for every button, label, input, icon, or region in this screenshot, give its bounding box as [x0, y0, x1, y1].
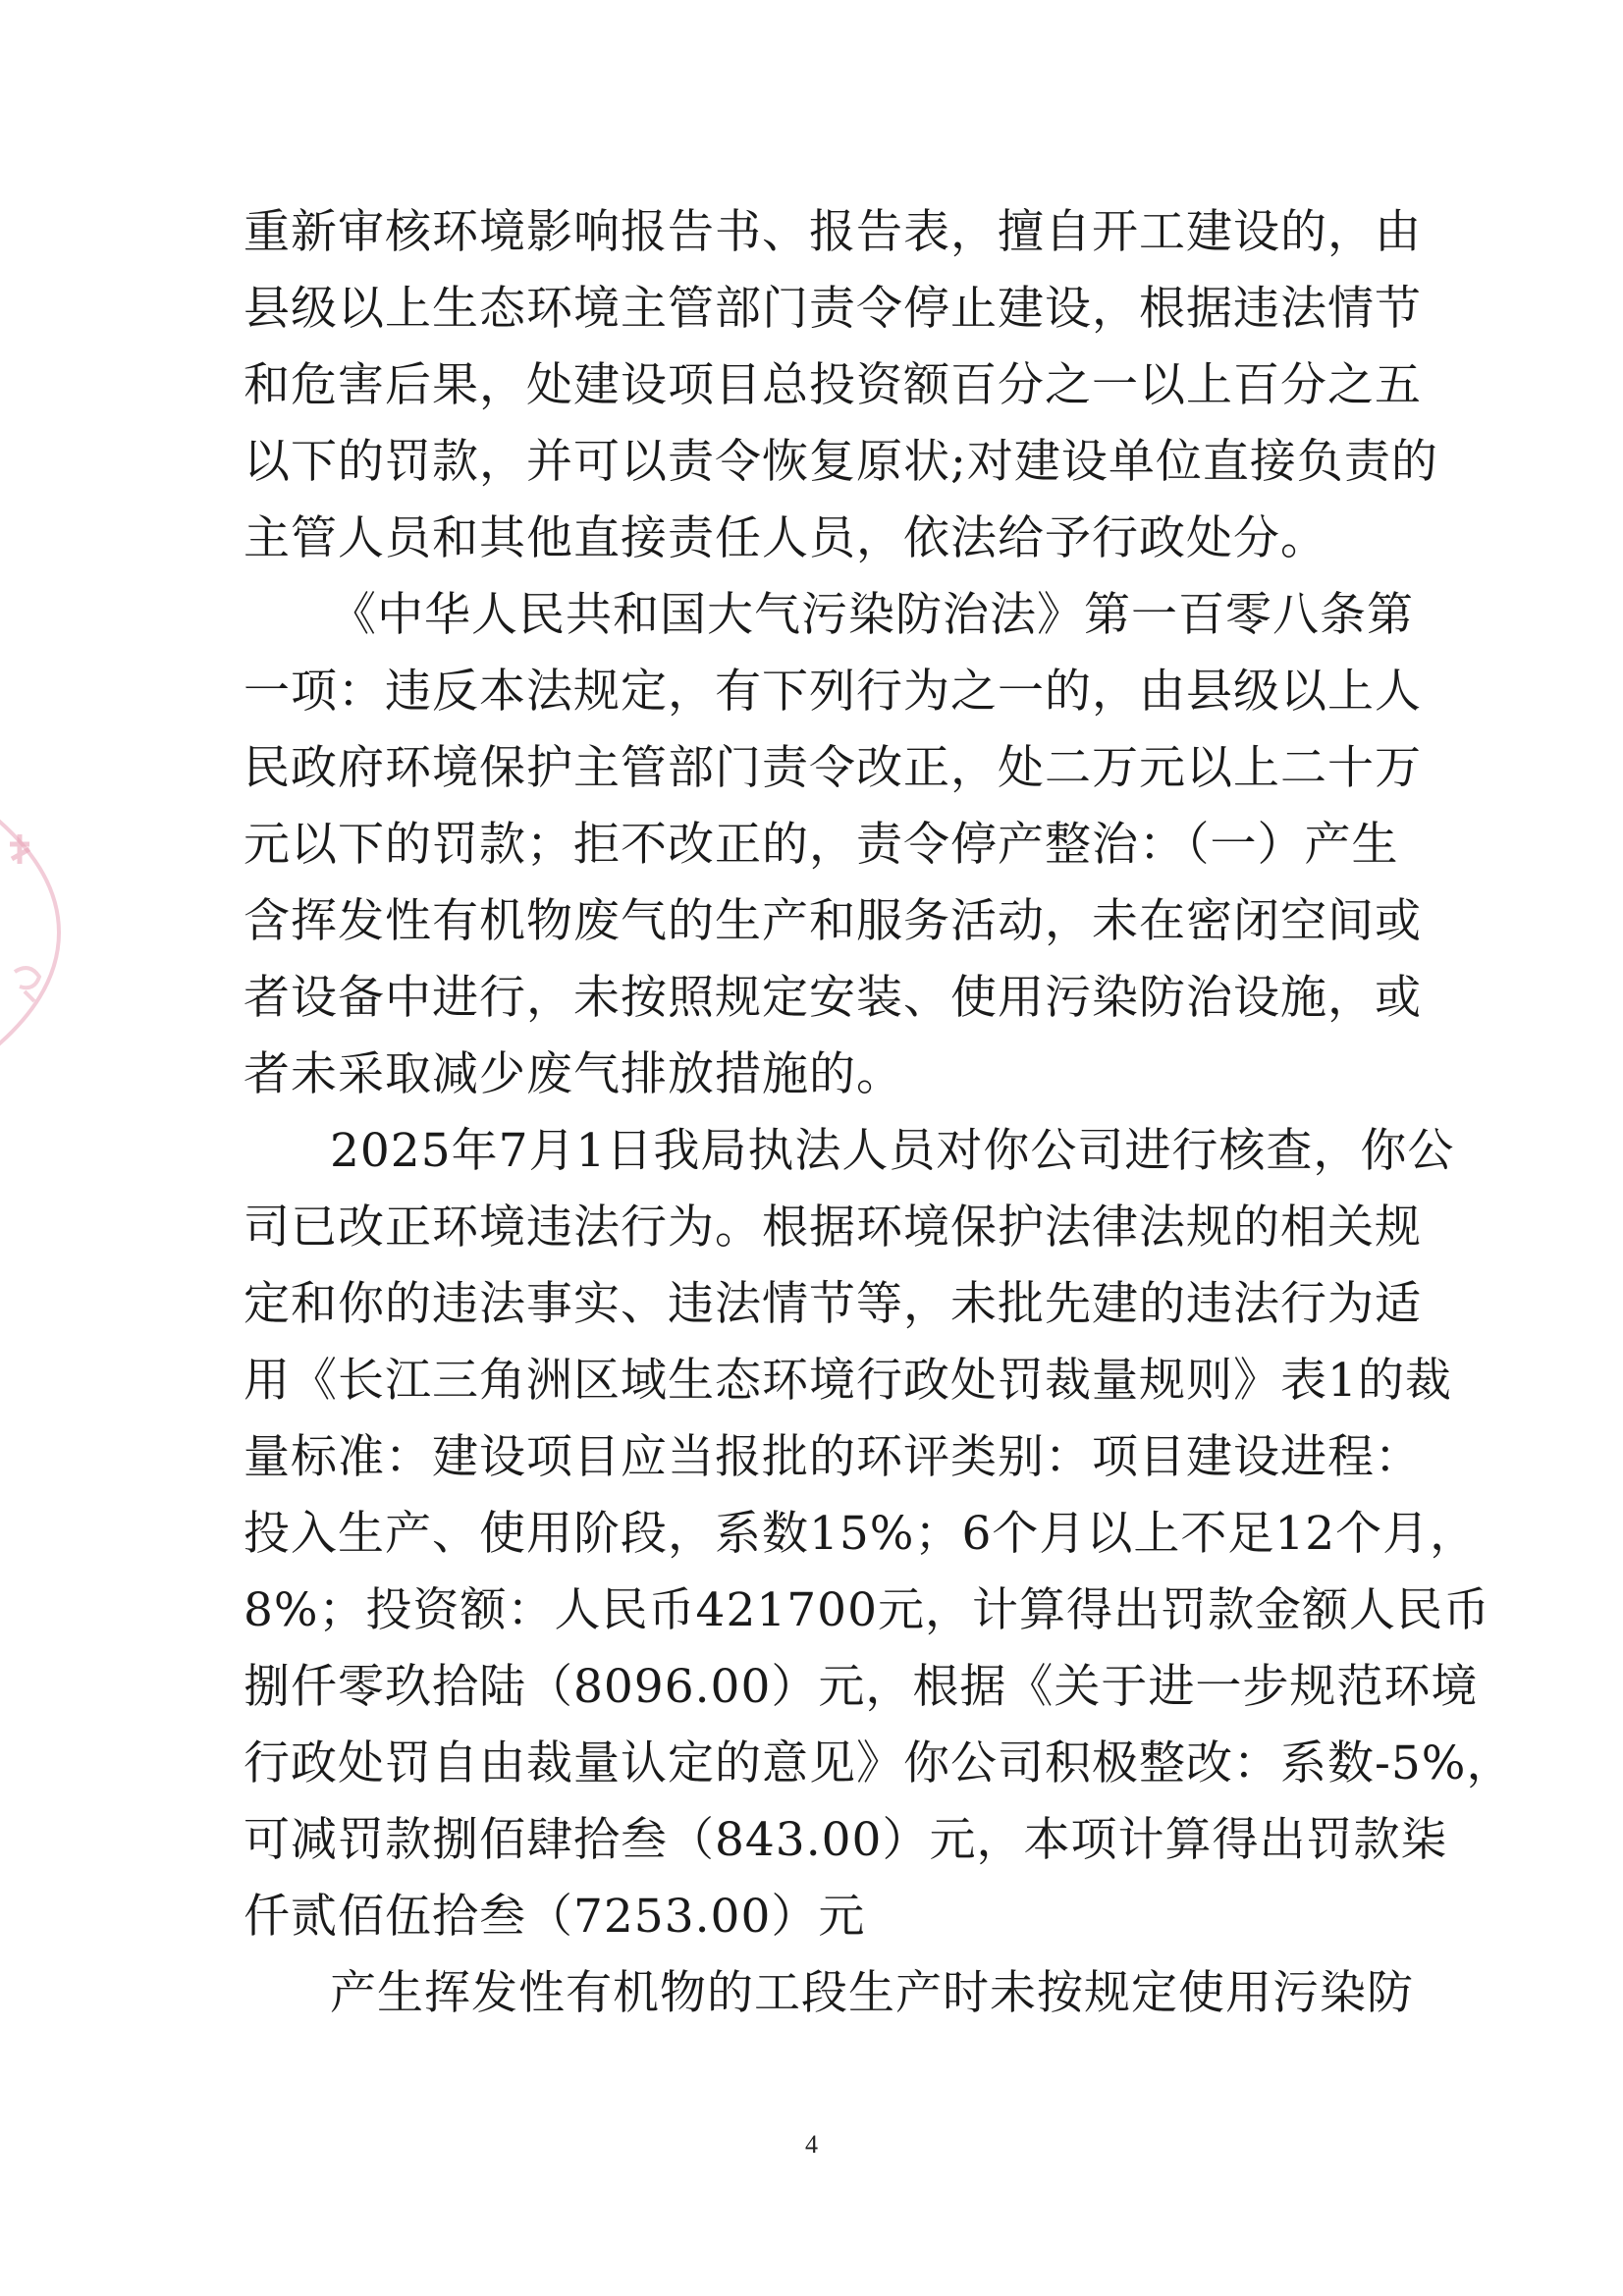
- text-line-6: 《中华人民共和国大气污染防治法》第一百零八条第: [330, 588, 1414, 642]
- text-line-23: 仟贰佰伍拾叁（7253.00）元: [243, 1890, 866, 1944]
- text-line-9: 元以下的罚款；拒不改正的，责令停产整治：（一）产生: [243, 818, 1399, 872]
- text-line-16: 用《长江三角洲区域生态环境行政处罚裁量规则》表1的裁: [243, 1354, 1452, 1408]
- text-line-11: 者设备中进行，未按照规定安装、使用污染防治设施，或: [243, 971, 1422, 1025]
- text-line-12: 者未采取减少废气排放措施的。: [243, 1047, 903, 1101]
- text-line-14: 司已改正环境违法行为。根据环境保护法律法规的相关规: [243, 1201, 1422, 1255]
- text-line-17: 量标准：建设项目应当报批的环评类别：项目建设进程：: [243, 1430, 1422, 1484]
- text-line-1: 重新审核环境影响报告书、报告表，擅自开工建设的，由: [243, 205, 1422, 259]
- text-line-18: 投入生产、使用阶段，系数15%；6个月以上不足12个月，: [243, 1507, 1478, 1561]
- text-line-21: 行政处罚自由裁量认定的意见》你公司积极整改：系数-5%，: [243, 1736, 1514, 1790]
- text-line-3: 和危害后果，处建设项目总投资额百分之一以上百分之五: [243, 358, 1422, 412]
- text-line-4: 以下的罚款，并可以责令恢复原状;对建设单位直接负责的: [243, 435, 1438, 489]
- text-line-10: 含挥发性有机物废气的生产和服务活动，未在密闭空间或: [243, 894, 1422, 948]
- text-line-24: 产生挥发性有机物的工段生产时未按规定使用污染防: [330, 1966, 1414, 2020]
- text-line-19: 8%；投资额：人民币421700元，计算得出罚款金额人民币: [243, 1583, 1490, 1637]
- seal-stamp-fragment: [0, 766, 79, 1099]
- text-line-15: 定和你的违法事实、违法情节等，未批先建的违法行为适: [243, 1277, 1422, 1331]
- text-line-20: 捌仟零玖拾陆（8096.00）元，根据《关于进一步规范环境: [243, 1660, 1479, 1714]
- text-line-5: 主管人员和其他直接责任人员，依法给予行政处分。: [243, 511, 1327, 565]
- text-line-22: 可减罚款捌佰肆拾叁（843.00）元，本项计算得出罚款柒: [243, 1813, 1448, 1867]
- page-number: 4: [805, 2130, 818, 2159]
- text-line-13: 2025年7月1日我局执法人员对你公司进行核查，你公: [330, 1124, 1455, 1178]
- text-line-7: 一项：违反本法规定，有下列行为之一的，由县级以上人: [243, 665, 1422, 719]
- text-line-2: 县级以上生态环境主管部门责令停止建设，根据违法情节: [243, 282, 1422, 336]
- text-line-8: 民政府环境保护主管部门责令改正，处二万元以上二十万: [243, 741, 1422, 795]
